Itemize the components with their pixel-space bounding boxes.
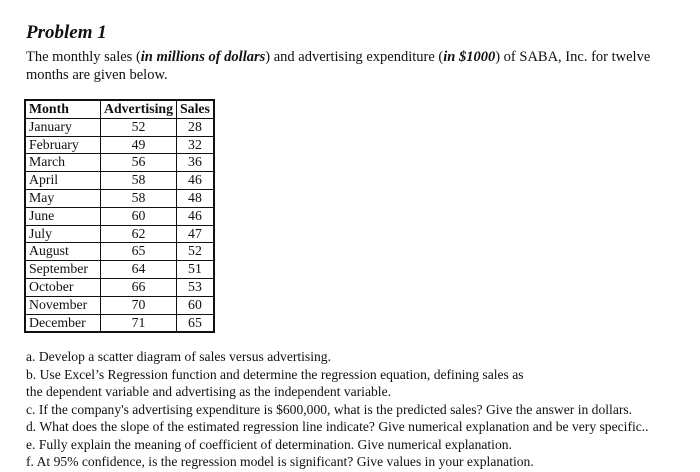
cell-advertising: 60 xyxy=(101,207,177,225)
intro-text-1: The monthly sales ( xyxy=(26,49,141,65)
cell-sales: 48 xyxy=(177,189,214,207)
table-row xyxy=(25,207,214,225)
cell-advertising: 62 xyxy=(101,225,177,243)
cell-sales: 47 xyxy=(177,225,214,243)
cell-sales: 46 xyxy=(177,172,214,190)
cell-sales: 53 xyxy=(177,278,214,296)
cell-sales: 36 xyxy=(177,154,214,172)
header-sales: Sales xyxy=(177,100,214,118)
problem-intro xyxy=(26,48,686,84)
cell-advertising: 64 xyxy=(101,261,177,279)
table-body xyxy=(25,118,214,332)
cell-sales: 52 xyxy=(177,243,214,261)
cell-sales: 28 xyxy=(177,118,214,136)
cell-month: July xyxy=(25,225,101,243)
table-row xyxy=(25,189,214,207)
table-row xyxy=(25,261,214,279)
cell-advertising: 65 xyxy=(101,243,177,261)
question-line: f. At 95% confidence, is the regression model is significant? Give values in your explanation. xyxy=(26,454,534,469)
table-row xyxy=(25,278,214,296)
cell-advertising: 58 xyxy=(101,189,177,207)
cell-advertising: 52 xyxy=(101,118,177,136)
intro-units-advertising: in $1000 xyxy=(443,49,496,65)
header-month: Month xyxy=(25,100,101,118)
question-line: e. Fully explain the meaning of coefficient of determination. Give numerical explanation. xyxy=(26,436,512,452)
cell-sales: 51 xyxy=(177,261,214,279)
cell-advertising: 70 xyxy=(101,296,177,314)
cell-sales: 65 xyxy=(177,314,214,332)
table-row xyxy=(25,225,214,243)
intro-units-sales: in millions of dollars xyxy=(140,49,266,65)
table-row xyxy=(25,243,214,261)
table-row xyxy=(25,154,214,172)
intro-text-3: ) of SABA, Inc. for twelve months are given below. xyxy=(26,49,651,83)
question-line: d. What does the slope of the estimated regression line indicate? Give numerical explanation and be very specific.. xyxy=(26,419,649,434)
cell-month: April xyxy=(25,172,101,190)
table-row xyxy=(25,136,214,154)
problem-title: Problem 1 xyxy=(26,22,107,43)
cell-sales: 46 xyxy=(177,207,214,225)
cell-month: August xyxy=(25,243,101,261)
cell-sales: 60 xyxy=(177,296,214,314)
question-line: b. Use Excel’s Regression function and determine the regression equation, defining sales as xyxy=(26,366,524,382)
intro-text-2: ) and advertising expenditure ( xyxy=(265,49,444,65)
cell-month: February xyxy=(25,136,101,154)
cell-advertising: 58 xyxy=(101,172,177,190)
cell-month: January xyxy=(25,118,101,136)
table-row xyxy=(25,118,214,136)
question-line: c. If the company's advertising expenditure is $600,000, what is the predicted sales? Give the answer in dollars. xyxy=(26,401,633,417)
cell-advertising: 56 xyxy=(101,154,177,172)
cell-month: November xyxy=(25,296,101,314)
cell-month: March xyxy=(25,154,101,172)
cell-month: June xyxy=(25,207,101,225)
data-table xyxy=(24,99,215,333)
table-header-row xyxy=(25,100,214,118)
question-list xyxy=(26,348,696,471)
cell-advertising: 71 xyxy=(101,314,177,332)
cell-month: October xyxy=(25,278,101,296)
table-row xyxy=(25,172,214,190)
question-line: a. Develop a scatter diagram of sales versus advertising. xyxy=(26,349,331,364)
cell-month: September xyxy=(25,261,101,279)
cell-sales: 32 xyxy=(177,136,214,154)
cell-advertising: 66 xyxy=(101,278,177,296)
cell-month: May xyxy=(25,189,101,207)
table-row xyxy=(25,314,214,332)
question-line: the dependent variable and advertising as the independent variable. xyxy=(26,384,392,399)
cell-month: December xyxy=(25,314,101,332)
table-row xyxy=(25,296,214,314)
cell-advertising: 49 xyxy=(101,136,177,154)
header-advertising: Advertising xyxy=(101,100,177,118)
